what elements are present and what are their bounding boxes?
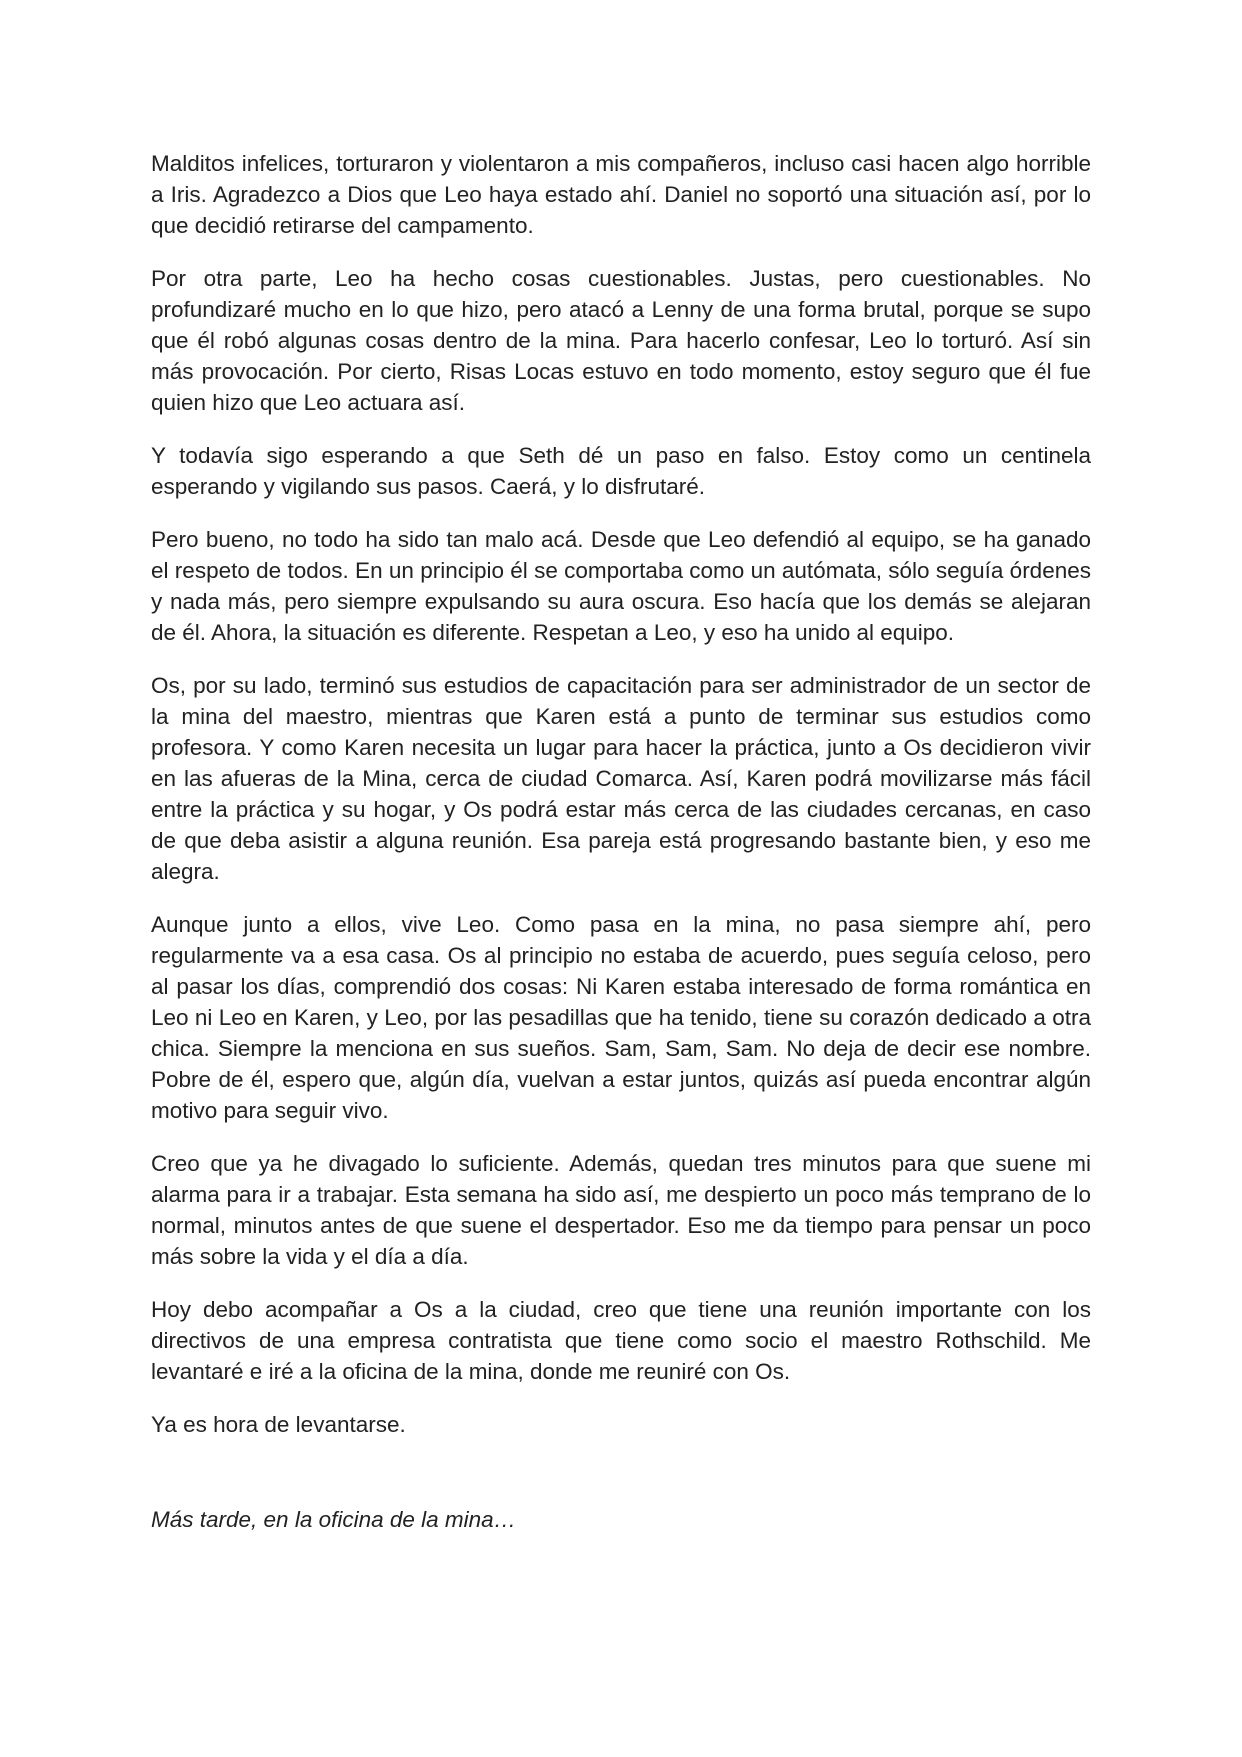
document-body [151, 148, 1091, 1535]
paragraph: Y todavía sigo esperando a que Seth dé un paso en falso. Estoy como un centinela esperando y vigilando sus pasos. Caerá, y lo disfrutaré. [151, 443, 1091, 499]
paragraph: Aunque junto a ellos, vive Leo. Como pasa en la mina, no pasa siempre ahí, pero regularmente va a esa casa. Os al principio no estaba de acuerdo, pues seguía celoso, pero al pasar los días, comprendió dos cosas: Ni Karen estaba interesado de forma romántica en Leo ni Leo en Karen, y Leo, por las pesadillas que ha tenido, tiene su corazón dedicado a otra chica. Siempre la menciona en sus sueños. Sam, Sam, Sam. No deja de decir ese nombre. Pobre de él, espero que, algún día, vuelvan a estar juntos, quizás así pueda encontrar algún motivo para seguir vivo. [151, 912, 1091, 1123]
closing-line: Ya es hora de levantarse. [151, 1412, 406, 1437]
paragraph: Os, por su lado, terminó sus estudios de capacitación para ser administrador de un sector de la mina del maestro, mientras que Karen está a punto de terminar sus estudios como profesora. Y como Karen necesita un lugar para hacer la práctica, junto a Os decidieron vivir en las afueras de la Mina, cerca de ciudad Comarca. Así, Karen podrá movilizarse más fácil entre la práctica y su hogar, y Os podrá estar más cerca de las ciudades cercanas, en caso de que deba asistir a alguna reunión. Esa pareja está progresando bastante bien, y eso me alegra. [151, 673, 1091, 884]
scene-transition-note: Más tarde, en la oficina de la mina… [151, 1507, 517, 1532]
paragraph: Creo que ya he divagado lo suficiente. Además, quedan tres minutos para que suene mi alarma para ir a trabajar. Esta semana ha sido así, me despierto un poco más temprano de lo normal, minutos antes de que suene el despertador. Eso me da tiempo para pensar un poco más sobre la vida y el día a día. [151, 1151, 1091, 1269]
paragraph: Pero bueno, no todo ha sido tan malo acá. Desde que Leo defendió al equipo, se ha ganado el respeto de todos. En un principio él se comportaba como un autómata, sólo seguía órdenes y nada más, pero siempre expulsando su aura oscura. Eso hacía que los demás se alejaran de él. Ahora, la situación es diferente. Respetan a Leo, y eso ha unido al equipo. [151, 527, 1091, 645]
paragraph: Por otra parte, Leo ha hecho cosas cuestionables. Justas, pero cuestionables. No profundizaré mucho en lo que hizo, pero atacó a Lenny de una forma brutal, porque se supo que él robó algunas cosas dentro de la mina. Para hacerlo confesar, Leo lo torturó. Así sin más provocación. Por cierto, Risas Locas estuvo en todo momento, estoy seguro que él fue quien hizo que Leo actuara así. [151, 266, 1091, 415]
paragraph: Hoy debo acompañar a Os a la ciudad, creo que tiene una reunión importante con los directivos de una empresa contratista que tiene como socio el maestro Rothschild. Me levantaré e iré a la oficina de la mina, donde me reuniré con Os. [151, 1297, 1091, 1384]
paragraph: Malditos infelices, torturaron y violentaron a mis compañeros, incluso casi hacen algo horrible a Iris. Agradezco a Dios que Leo haya estado ahí. Daniel no soportó una situación así, por lo que decidió retirarse del campamento. [151, 151, 1091, 238]
